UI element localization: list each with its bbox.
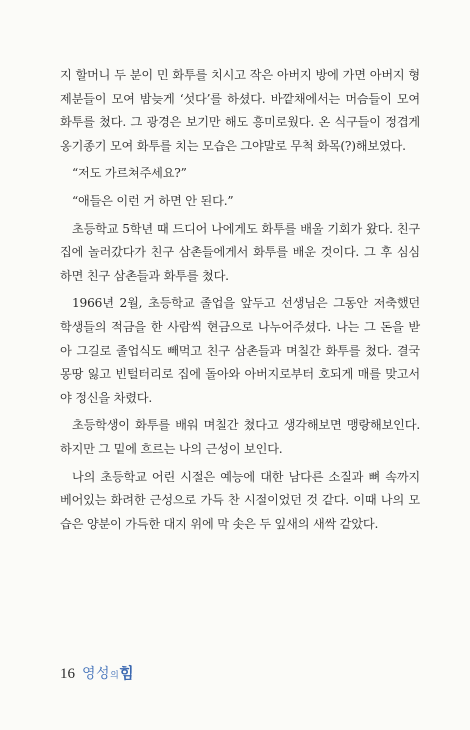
running-title-particle: 의 (110, 671, 120, 681)
running-title (82, 662, 134, 683)
paragraph: 초등학생이 화투를 배워 며칠간 쳤다고 생각해보면 맹랑해보인다. 하지만 그 밑에 흐르는 나의 근성이 보인다. (60, 418, 420, 456)
running-title-part: 영성 (82, 666, 111, 682)
page-footer (60, 662, 134, 683)
running-title-emphasis: 힘 (119, 664, 135, 682)
dialogue-line: “애들은 이런 거 하면 안 된다.” (72, 193, 234, 208)
paragraph-continuation: 지 할머니 두 분이 민 화투를 치시고 작은 아버지 방에 가면 아버지 형제분들이 모여 밤늦게 ‘섯다’를 하셨다. 바깥채에서는 머슴들이 모여 화투를 쳤다. 그 광경은 보기만 해도 흥미로웠다. 온 식구들이 정겹게 옹기종기 모여 화투를 치는 모습은 그야말로 무척 화목(?)해보였다. (60, 68, 421, 153)
dialogue-line: “저도 가르쳐주세요?” (72, 166, 187, 181)
page-body (60, 64, 420, 540)
paragraph: 1966년 2월, 초등학교 졸업을 앞두고 선생님은 그동안 저축했던 학생들의 적금을 한 사람씩 현금으로 나누어주셨다. 나는 그 돈을 받아 그길로 졸업식도 빼먹고 친구 삼촌들과 며칠간 화투를 쳤다. 결국 몽땅 잃고 빈털터리로 집에 돌아와 아버지로부터 호되게 매를 맞고서야 정신을 차렸다. (60, 296, 420, 405)
paragraph: 나의 초등학교 어린 시절은 예능에 대한 남다른 소질과 뼈 속까지 베어있는 화려한 근성으로 가득 찬 시절이었던 것 같다. 이때 나의 모습은 양분이 가득한 대지 위에 막 솟은 두 잎새의 새싹 같았다. (60, 469, 420, 531)
paragraph: 초등학교 5학년 때 드디어 나에게도 화투를 배울 기회가 왔다. 친구 집에 놀러갔다가 친구 삼촌들에게서 화투를 배운 것이다. 그 후 심심하면 친구 삼촌들과 화투를 쳤다. (60, 221, 420, 283)
page-number: 16 (60, 666, 75, 682)
